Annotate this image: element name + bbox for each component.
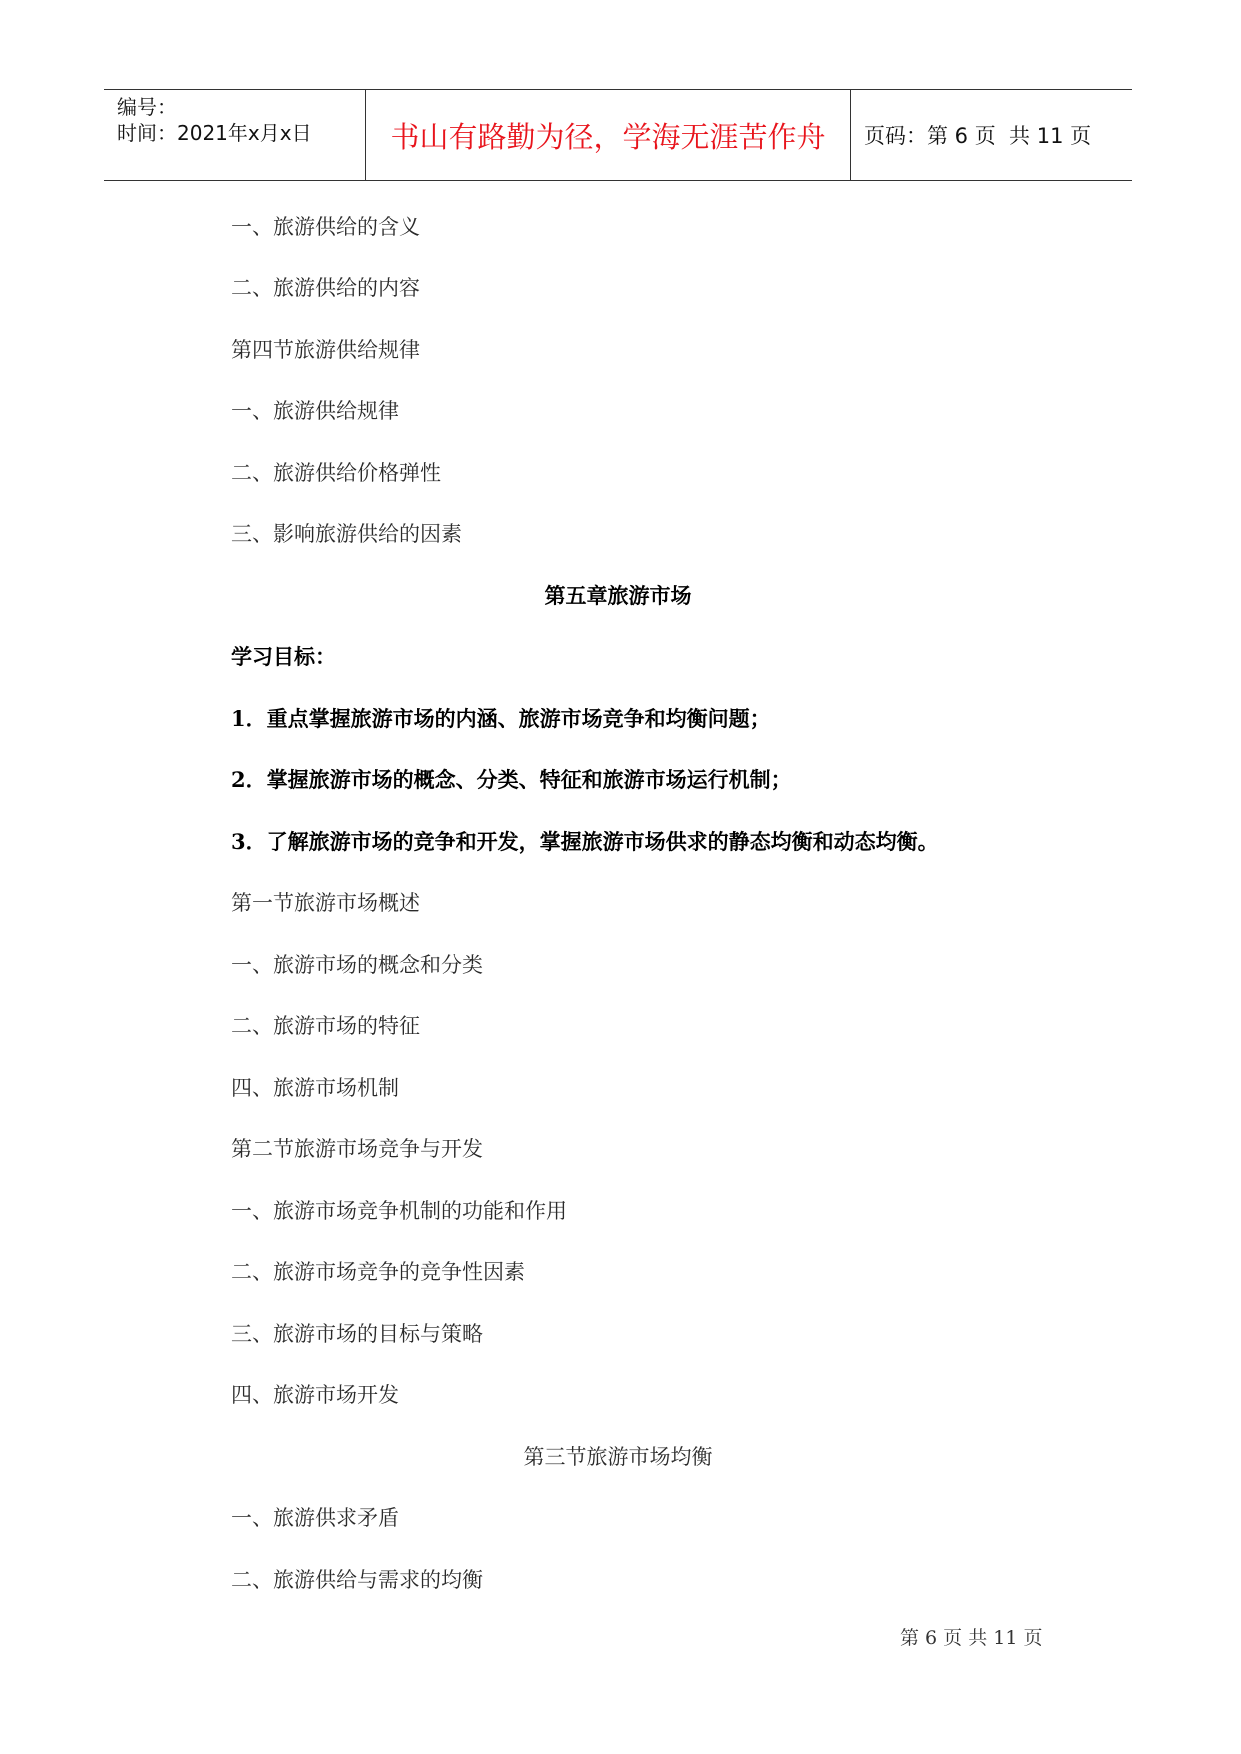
objective-item: 3．了解旅游市场的竞争和开发，掌握旅游市场供求的静态均衡和动态均衡。	[231, 829, 939, 854]
header-page-info: 页码：第 6 页 共 11 页	[864, 124, 1092, 148]
page-header	[104, 89, 1132, 181]
outline-line: 一、旅游供给规律	[231, 399, 399, 423]
chapter-title: 第五章旅游市场	[544, 583, 692, 608]
outline-line: 一、旅游市场竞争机制的功能和作用	[231, 1199, 567, 1223]
outline-line: 二、旅游市场竞争的竞争性因素	[231, 1260, 525, 1284]
outline-line: 二、旅游市场的特征	[231, 1014, 420, 1038]
section-heading-centered: 第三节旅游市场均衡	[523, 1445, 713, 1469]
objective-item: 2．掌握旅游市场的概念、分类、特征和旅游市场运行机制；	[231, 767, 792, 792]
header-motto: 书山有路勤为径，学海无涯苦作舟	[390, 119, 826, 154]
outline-line: 三、旅游市场的目标与策略	[231, 1322, 483, 1346]
serial-number-label: 编号：	[117, 95, 177, 119]
outline-line: 四、旅游市场开发	[231, 1383, 399, 1407]
time-label: 时间：2021年x月x日	[117, 121, 312, 145]
outline-line: 一、旅游供求矛盾	[231, 1506, 399, 1530]
header-meta	[117, 94, 312, 146]
objectives-heading: 学习目标：	[231, 644, 336, 669]
section-heading: 第二节旅游市场竞争与开发	[231, 1137, 483, 1161]
outline-line: 二、旅游供给价格弹性	[231, 461, 441, 485]
outline-line: 二、旅游供给与需求的均衡	[231, 1568, 483, 1592]
objective-item: 1．重点掌握旅游市场的内涵、旅游市场竞争和均衡问题；	[231, 706, 771, 731]
header-divider-right	[850, 90, 851, 180]
outline-line: 三、影响旅游供给的因素	[231, 522, 462, 546]
outline-line: 二、旅游供给的内容	[231, 276, 420, 300]
outline-line: 一、旅游市场的概念和分类	[231, 953, 483, 977]
section-heading: 第四节旅游供给规律	[231, 338, 420, 362]
section-heading: 第一节旅游市场概述	[231, 891, 420, 915]
page-footer: 第 6 页 共 11 页	[900, 1627, 1043, 1649]
outline-line: 四、旅游市场机制	[231, 1076, 399, 1100]
outline-line: 一、旅游供给的含义	[231, 215, 420, 239]
